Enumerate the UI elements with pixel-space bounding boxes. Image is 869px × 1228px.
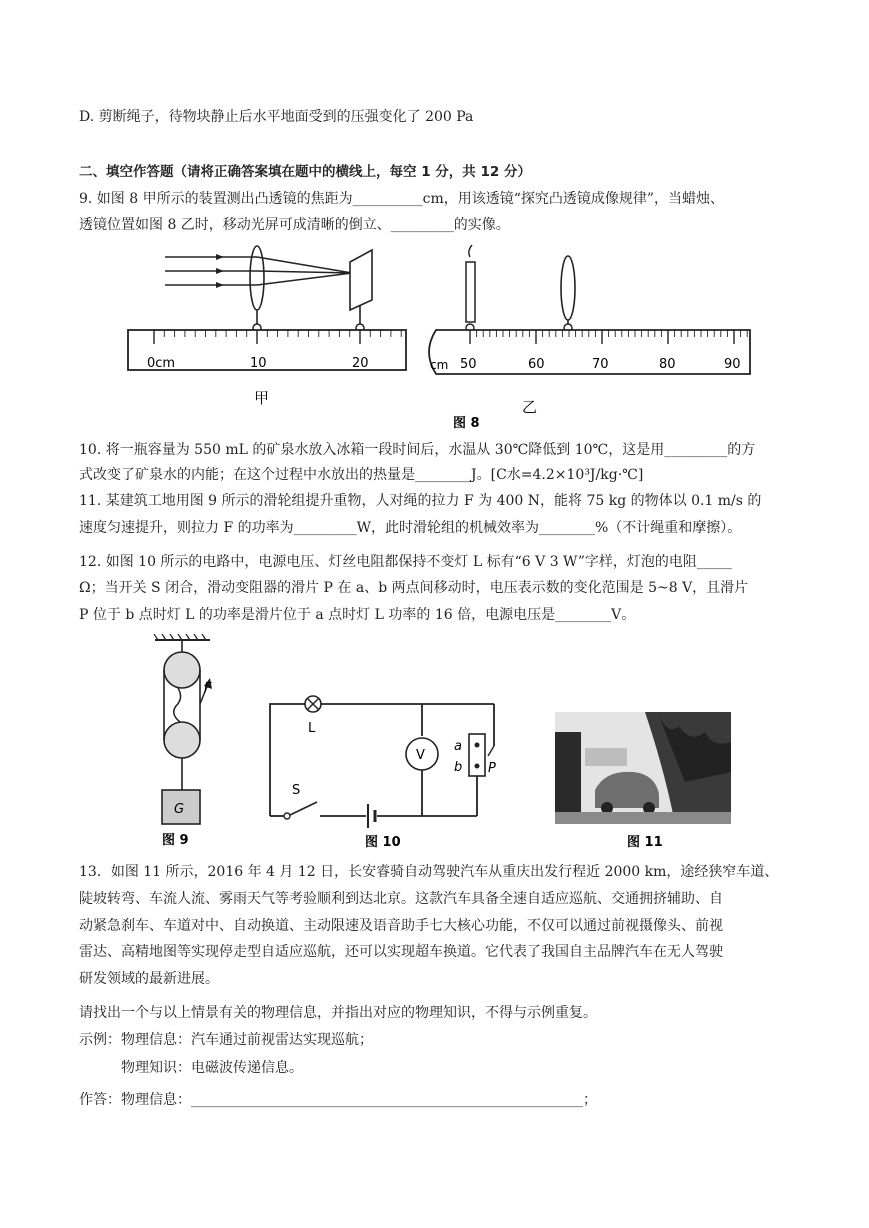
ruler-b-tick-50: 50 [460, 357, 477, 372]
switch [284, 813, 290, 819]
section-title: 二、填空作答题（请将正确答案填在题中的横线上，每空 1 分，共 12 分） [79, 164, 531, 180]
q13-line-4: 雷达、高精地图等实现停走型自适应巡航，还可以实现超车换道。它代表了我国自主品牌汽车在无人驾驶 [79, 944, 723, 960]
figure-9-caption: 图 9 [162, 833, 189, 848]
figure-10 [262, 686, 512, 851]
figure-11-caption: 图 11 [627, 835, 663, 850]
ruler-b-tick-70: 70 [592, 357, 609, 372]
switch-label: S [292, 783, 301, 798]
rheostat [469, 734, 485, 776]
figure-8 [120, 240, 760, 440]
figure-11 [555, 712, 735, 852]
example-info: 示例：物理信息：汽车通过前视雷达实现巡航； [79, 1032, 373, 1048]
ruler-b-tick-90: 90 [724, 357, 741, 372]
q10-line-2: 式改变了矿泉水的内能；在这个过程中水放出的热量是________J。[C水=4.2×10³J/kg·℃] [79, 467, 644, 483]
q13-prompt: 请找出一个与以上情景有关的物理信息，并指出对应的物理知识，不得与示例重复。 [79, 1005, 597, 1021]
ruler-b-tick-60: 60 [528, 357, 545, 372]
weight-label: G [174, 802, 185, 817]
ruler-b-tick-80: 80 [659, 357, 676, 372]
q9-line-1: 9. 如图 8 甲所示的装置测出凸透镜的焦距为__________cm，用该透镜“探究凸透镜成像规律”，当蜡烛、 [79, 191, 725, 207]
ruler-a-tick-10: 10 [250, 356, 267, 371]
figure-8-caption: 图 8 [453, 416, 480, 431]
q13-line-3: 动紧急刹车、车道对中、自动换道、主动限速及语音助手七大核心功能，不仅可以通过前视摄像头、前视 [79, 918, 723, 934]
ruler-a-tick-0: 0cm [147, 356, 176, 371]
answer-line: 作答：物理信息：________________________________________________________； [79, 1092, 597, 1108]
q11-line-2: 速度匀速提升，则拉力 F 的功率为_________W，此时滑轮组的机械效率为________%（不计绳重和摩擦）。 [79, 520, 742, 536]
voltmeter-label: V [416, 748, 425, 763]
example-knowledge: 物理知识：电磁波传递信息。 [121, 1060, 303, 1076]
ruler-a-tick-20: 20 [352, 356, 369, 371]
figure-10-caption: 图 10 [365, 835, 401, 850]
q12-line-2: Ω；当开关 S 闭合，滑动变阻器的滑片 P 在 a、b 两点间移动时，电压表示数的变化范围是 5~8 V，且滑片 [79, 580, 749, 596]
q12-line-1: 12. 如图 10 所示的电路中，电源电压、灯丝电阻都保持不变灯 L 标有“6 V 3 W”字样，灯泡的电阻_____ [79, 554, 732, 570]
force-label: F [204, 681, 212, 696]
figure-8-yi-label: 乙 [522, 398, 538, 416]
moving-pulley [164, 722, 200, 758]
option-d: D. 剪断绳子，待物块静止后水平地面受到的压强变化了 200 Pa [79, 109, 474, 125]
slider-label: P [488, 761, 496, 776]
q10-line-1: 10. 将一瓶容量为 550 mL 的矿泉水放入冰箱一段时间后，水温从 30℃降低到 10℃，这是用_________的方 [79, 442, 756, 458]
figure-8-jia-label: 甲 [254, 389, 270, 407]
figure-8-jia [128, 246, 406, 407]
point-a: a [454, 739, 462, 754]
fixed-pulley [164, 652, 200, 688]
q12-line-3: P 位于 b 点时灯 L 的功率是滑片位于 a 点时灯 L 功率的 16 倍，电源电压是________V。 [79, 607, 636, 623]
lamp-label: L [308, 721, 316, 736]
q13-line-2: 陡坡转弯、车流人流、雾雨天气等考验顺利到达北京。这款汽车具备全速自适应巡航、交通拥挤辅助、自 [79, 891, 723, 907]
q11-line-1: 11. 某建筑工地用图 9 所示的滑轮组提升重物，人对绳的拉力 F 为 400 N，能将 75 kg 的物体以 0.1 m/s 的 [79, 493, 762, 509]
q9-line-2: 透镜位置如图 8 乙时，移动光屏可成清晰的倒立、_________的实像。 [79, 217, 510, 233]
q13-line-1: 13．如图 11 所示，2016 年 4 月 12 日，长安睿骑自动驾驶汽车从重庆出发行程近 2000 km，途经狭窄车道、 [79, 864, 779, 880]
figure-8-yi [429, 245, 750, 416]
ruler-b-unit: cm [430, 358, 449, 372]
figure-9 [140, 634, 240, 849]
q13-line-5: 研发领域的最新进展。 [79, 971, 219, 987]
point-b: b [454, 760, 463, 775]
